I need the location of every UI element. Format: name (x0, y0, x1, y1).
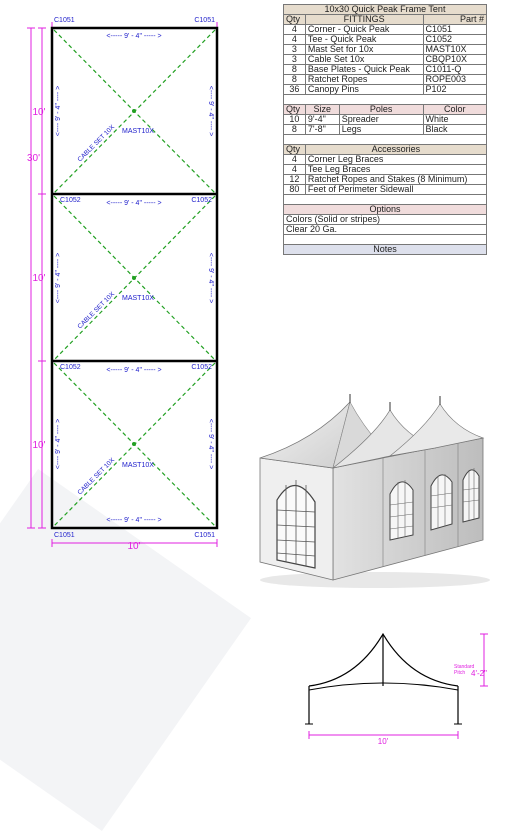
qty-cell: 4 (284, 25, 306, 35)
bay-height-label: <---- 9' - 4" ---- > (55, 252, 62, 304)
bay-height-label: <---- 9' - 4" ---- > (207, 418, 214, 470)
corner-label: C1051 (194, 532, 215, 539)
bay-height-label: <---- 9' - 4" ---- > (55, 85, 62, 137)
pitch-label: Pitch (454, 670, 466, 676)
mast-label: MAST10X (122, 128, 154, 135)
bay-height-label: <---- 9' - 4" ---- > (207, 85, 214, 137)
profile-width-label: 10' (377, 737, 389, 746)
bay-width-label: <----- 9' - 4" ----- > (106, 33, 162, 40)
floor-plan (0, 0, 236, 556)
table-row (284, 45, 487, 55)
spacer-row (284, 135, 487, 145)
column-header: Poles (339, 105, 423, 115)
option-cell: Clear 20 Ga. (284, 225, 487, 235)
notes-header: Notes (284, 245, 487, 255)
qty-cell: 36 (284, 85, 306, 95)
mast-label: MAST10X (122, 462, 154, 469)
column-header: Qty (284, 15, 306, 25)
spec-table (283, 4, 487, 255)
part-cell: C1052 (423, 35, 487, 45)
corner-label: C1051 (194, 17, 215, 24)
table-row (284, 155, 487, 165)
column-header: FITTINGS (305, 15, 423, 25)
column-header: Color (423, 105, 487, 115)
item-cell: Corner Leg Braces (305, 155, 486, 165)
table-title-row (284, 5, 487, 15)
bottom-width-label: 10' (127, 541, 141, 552)
corner-label: C1051 (54, 17, 75, 24)
part-cell: C1011-Q (423, 65, 487, 75)
table-row (284, 175, 487, 185)
column-header: Part # (423, 15, 487, 25)
table-row (284, 75, 487, 85)
qty-cell: 8 (284, 75, 306, 85)
part-cell: MAST10X (423, 45, 487, 55)
table-row (284, 25, 487, 35)
table-row (284, 215, 487, 225)
corner-label: C1052 (191, 364, 212, 371)
options-header-row (284, 205, 487, 215)
item-cell: Ratchet Ropes (305, 75, 423, 85)
item-cell: Legs (339, 125, 423, 135)
pitch-label: Standard (454, 664, 475, 670)
spacer-row (284, 235, 487, 245)
part-cell: C1051 (423, 25, 487, 35)
table-title: 10x30 Quick Peak Frame Tent (284, 5, 487, 15)
table-row (284, 185, 487, 195)
options-header: Options (284, 205, 487, 215)
table-row (284, 115, 487, 125)
bay-height-label: <---- 9' - 4" ---- > (207, 252, 214, 304)
column-header: Size (305, 105, 339, 115)
tent-illustration (255, 390, 495, 590)
color-cell: White (423, 115, 487, 125)
item-cell: Base Plates - Quick Peak (305, 65, 423, 75)
size-cell: 9'-4" (305, 115, 339, 125)
qty-cell: 8 (284, 65, 306, 75)
qty-cell: 4 (284, 165, 306, 175)
mast-label: MAST10X (122, 295, 154, 302)
spacer-row (284, 195, 487, 205)
qty-cell: 80 (284, 185, 306, 195)
part-cell: CBQP10X (423, 55, 487, 65)
color-cell: Black (423, 125, 487, 135)
item-cell: Tee - Quick Peak (305, 35, 423, 45)
item-cell: Spreader (339, 115, 423, 125)
corner-label: C1052 (60, 364, 81, 371)
item-cell: Mast Set for 10x (305, 45, 423, 55)
part-cell: ROPE003 (423, 75, 487, 85)
corner-label: C1052 (191, 197, 212, 204)
table-row (284, 65, 487, 75)
table-row (284, 85, 487, 95)
qty-cell: 3 (284, 45, 306, 55)
pitch-dimension (309, 634, 488, 739)
item-cell: Ratchet Ropes and Stakes (8 Minimum) (305, 175, 486, 185)
qty-cell: 8 (284, 125, 306, 135)
bay-height-label: <---- 9' - 4" ---- > (55, 418, 62, 470)
notes-header-row (284, 245, 487, 255)
cable-set-label: CABLE SET 10X (76, 290, 117, 331)
column-header: Accessories (305, 145, 486, 155)
pitch-value: 4'-2" (471, 669, 487, 678)
qty-cell: 4 (284, 155, 306, 165)
bay-depth-label: 10' (32, 107, 46, 118)
table-row (284, 225, 487, 235)
qty-cell: 12 (284, 175, 306, 185)
size-cell: 7'-8" (305, 125, 339, 135)
column-header: Qty (284, 105, 306, 115)
item-cell: Canopy Pins (305, 85, 423, 95)
table-row (284, 125, 487, 135)
qty-cell: 3 (284, 55, 306, 65)
fittings-header-row (284, 15, 487, 25)
poles-header-row (284, 105, 487, 115)
table-row (284, 35, 487, 45)
bay-depth-label: 10' (32, 440, 46, 451)
part-cell: P102 (423, 85, 487, 95)
total-length-label: 30' (27, 153, 41, 164)
cable-set-label: CABLE SET 10X (76, 123, 117, 164)
column-header: Qty (284, 145, 306, 155)
tent-profile (296, 628, 501, 748)
bay-width-label: <----- 9' - 4" ----- > (106, 367, 162, 374)
item-cell: Tee Leg Braces (305, 165, 486, 175)
accessories-header-row (284, 145, 487, 155)
table-row (284, 55, 487, 65)
bay-width-label: <----- 9' - 4" ----- > (106, 517, 162, 524)
cable-set-label: CABLE SET 10X (76, 456, 117, 497)
mast-centers (132, 109, 136, 446)
qty-cell: 4 (284, 35, 306, 45)
item-cell: Corner - Quick Peak (305, 25, 423, 35)
corner-label: C1052 (60, 197, 81, 204)
spacer-row (284, 95, 487, 105)
bay-depth-label: 10' (32, 273, 46, 284)
corner-label: C1051 (54, 532, 75, 539)
item-cell: Feet of Perimeter Sidewall (305, 185, 486, 195)
profile-frame (309, 634, 458, 724)
item-cell: Cable Set 10x (305, 55, 423, 65)
option-cell: Colors (Solid or stripes) (284, 215, 487, 225)
bay-width-label: <----- 9' - 4" ----- > (106, 200, 162, 207)
qty-cell: 10 (284, 115, 306, 125)
table-row (284, 165, 487, 175)
